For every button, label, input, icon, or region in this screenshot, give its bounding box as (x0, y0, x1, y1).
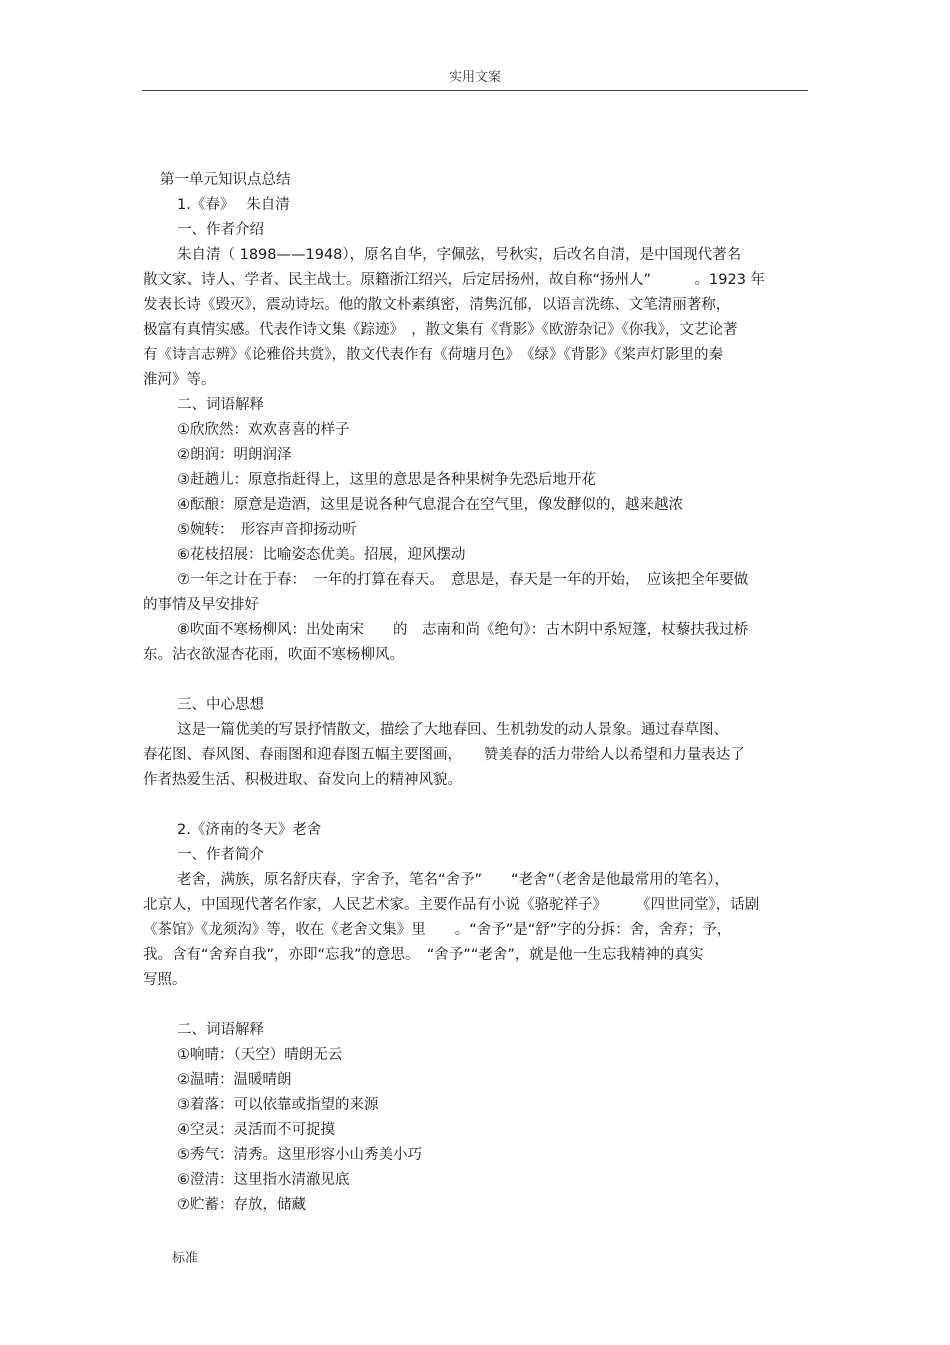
vocab-item: ④空灵：灵活而不可捉摸 (177, 1122, 335, 1138)
vocab-item: ③着落：可以依靠或指望的来源 (177, 1097, 379, 1113)
paragraph-line: 朱自清（ 1898——1948），原名自华，字佩弦，号秋实，后改名自清，是中国现代著名 (177, 247, 742, 263)
paragraph-line: 发表长诗《毁灭》，震动诗坛。他的散文朴素缜密，清隽沉郁，以语言洗练、文笔清丽著称， (143, 297, 731, 313)
spacer (143, 668, 809, 693)
paragraph-line: 作者热爱生活、积极进取、奋发向上的精神风貌。 (143, 772, 462, 788)
section-heading: 三、中心思想 (177, 697, 264, 713)
page-footer-label: 标准 (172, 1251, 199, 1266)
paragraph-line: 春花图、春风图、春雨图和迎春图五幅主要图画， 赞美春的活力带给人以希望和力量表达了 (143, 747, 745, 763)
header-divider (142, 90, 808, 91)
spacer (143, 993, 809, 1018)
vocab-item: ⑥澄清：这里指水清澈见底 (177, 1172, 350, 1188)
paragraph-line: 有《诗言志辨》《论雅俗共赏》，散文代表作有《荷塘月色》 《绿》《背影》《桨声灯影里的秦 (143, 347, 723, 363)
vocab-item: ⑤婉转： 形容声音抑扬动听 (177, 522, 357, 538)
vocab-item: ②温晴：温暖晴朗 (177, 1072, 292, 1088)
page-header-title: 实用文案 (448, 70, 501, 85)
vocab-item: ⑦一年之计在于春： 一年的打算在春天。 意思是，春天是一年的开始， 应该把全年要做 (177, 572, 749, 588)
paragraph-line: 极富有真情实感。代表作诗文集《踪迹》 ，散文集有《背影》《欧游杂记》《你我》，文艺论著 (143, 322, 738, 338)
vocab-item: ⑧吹面不寒杨柳风：出处南宋 的 志南和尚《绝句》：古木阴中系短篷，杖藜扶我过桥 (177, 622, 749, 638)
paragraph-line: 散文家、诗人、学者、民主战士。原籍浙江绍兴，后定居扬州，故自称“扬州人” 。1923 年 (143, 272, 766, 288)
paragraph-line: 写照。 (143, 972, 187, 988)
paragraph-line: 北京人，中国现代著名作家，人民艺术家。主要作品有小说《骆驼祥子》 《四世同堂》，话剧 (143, 897, 760, 913)
vocab-list (143, 1043, 809, 1218)
vocab-item: ④酝酿：原意是造酒，这里是说各种气息混合在空气里，像发酵似的，越来越浓 (177, 497, 683, 513)
author-paragraph (143, 868, 809, 993)
vocab-item-continuation: 东。沾衣欲湿杏花雨，吹面不寒杨柳风。 (143, 647, 404, 663)
lesson-title: 2.《济南的冬天》老舍 (177, 822, 322, 838)
vocab-item: ⑤秀气：清秀。这里形容小山秀美小巧 (177, 1147, 422, 1163)
unit-title: 第一单元知识点总结 (160, 172, 291, 188)
vocab-item-continuation: 的事情及早安排好 (143, 597, 259, 613)
paragraph-line: 我。含有“舍弃自我”，亦即“忘我”的意思。 “舍予”“老舍”，就是他一生忘我精神的真实 (143, 947, 704, 963)
section-heading: 二、词语解释 (177, 1022, 264, 1038)
vocab-item: ⑥花枝招展：比喻姿态优美。招展，迎风摆动 (177, 547, 466, 563)
vocab-item: ①欣欣然：欢欢喜喜的样子 (177, 422, 350, 438)
vocab-item: ②朗润：明朗润泽 (177, 447, 292, 463)
paragraph-line: 《茶馆》《龙须沟》等，收在《老舍文集》里 。“舍予”是“舒”字的分拆：舍，舍弃；予， (143, 922, 732, 938)
paragraph-line: 老舍，满族，原名舒庆春，字舍予，笔名“舍予” “老舍”（老舍是他最常用的笔名）， (177, 872, 730, 888)
section-heading: 一、作者简介 (177, 847, 264, 863)
author-paragraph (143, 243, 809, 393)
lesson-title: 1.《春》 朱自清 (177, 197, 290, 213)
vocab-list (143, 418, 809, 668)
section-heading: 一、作者介绍 (177, 222, 264, 238)
vocab-item: ③赶趟儿：原意指赶得上，这里的意思是各种果树争先恐后地开花 (177, 472, 596, 488)
vocab-item: ⑦贮蓄：存放，储藏 (177, 1197, 306, 1213)
document-body (143, 168, 809, 1218)
spacer (143, 793, 809, 818)
section-heading: 二、词语解释 (177, 397, 264, 413)
theme-paragraph (143, 718, 809, 793)
paragraph-line: 这是一篇优美的写景抒情散文，描绘了大地春回、生机勃发的动人景象。通过春草图、 (177, 722, 728, 738)
paragraph-line: 淮河》等。 (143, 372, 216, 388)
vocab-item: ①响晴：（天空）晴朗无云 (177, 1047, 343, 1063)
